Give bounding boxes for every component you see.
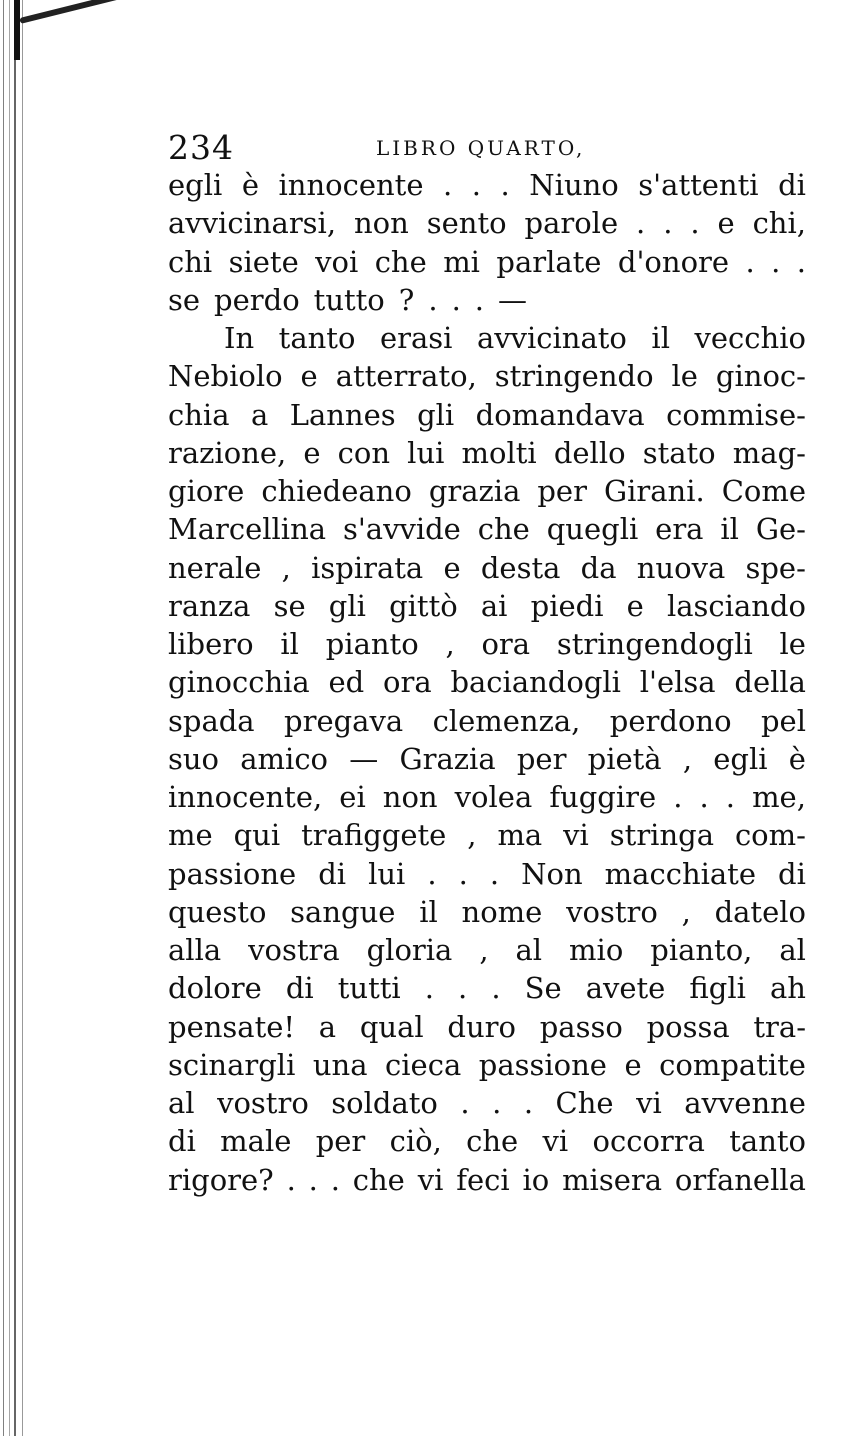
- word: .: [308, 1162, 318, 1197]
- word: Come: [721, 474, 806, 508]
- word: dolore: [168, 971, 262, 1006]
- word: cieca: [385, 1047, 462, 1082]
- word: pensate!: [168, 1009, 296, 1044]
- word: una: [312, 1047, 368, 1082]
- word: clemenza,: [432, 703, 581, 738]
- binding-gutter: [0, 0, 34, 1436]
- word: tanto: [729, 1124, 806, 1159]
- word: se: [273, 588, 306, 623]
- word: il: [720, 512, 739, 547]
- word: ora: [481, 627, 531, 661]
- word: .: [491, 971, 501, 1006]
- word: sangue: [290, 894, 396, 929]
- word: duro: [447, 1009, 516, 1044]
- text-line: [168, 281, 806, 319]
- word: le: [779, 627, 806, 661]
- word: .: [424, 971, 434, 1006]
- word: misera: [562, 1162, 663, 1197]
- word: male: [220, 1124, 292, 1159]
- word: che: [374, 244, 427, 279]
- word: e: [624, 1047, 642, 1082]
- word: scinargli: [168, 1047, 296, 1082]
- word: d'onore: [617, 244, 730, 279]
- word: che: [477, 512, 530, 547]
- word: non: [382, 780, 438, 814]
- word: —: [498, 282, 527, 317]
- word: era: [655, 512, 704, 547]
- word: .: [725, 780, 735, 814]
- word: avvicinarsi,: [168, 206, 337, 241]
- word: baciandogli: [450, 665, 621, 700]
- word: .: [699, 780, 709, 814]
- word: Niuno: [529, 168, 619, 202]
- word: passione: [478, 1047, 607, 1082]
- word: alla: [168, 933, 222, 967]
- word: fuggire: [549, 780, 657, 814]
- text-line: [168, 357, 806, 395]
- text-line: [168, 166, 806, 204]
- running-head: LIBRO QUARTO,: [376, 136, 586, 160]
- word: lui: [407, 435, 445, 470]
- word: tutto: [313, 282, 385, 317]
- word: di: [168, 1124, 196, 1159]
- word: nome: [461, 894, 543, 929]
- word: spada: [168, 703, 255, 738]
- word: tra-: [753, 1009, 806, 1044]
- text-line: [168, 587, 806, 625]
- word: gloria: [366, 933, 453, 967]
- word: chi,: [752, 206, 806, 241]
- word: volea: [454, 780, 533, 814]
- word: mi: [443, 244, 480, 279]
- word: il: [280, 627, 299, 661]
- word: ginoc-: [715, 359, 806, 394]
- word: lasciando: [666, 588, 806, 623]
- word: ,: [445, 627, 455, 661]
- word: vi: [417, 1162, 444, 1197]
- word: lui: [368, 856, 406, 891]
- word: .: [458, 856, 468, 891]
- word: desta: [480, 550, 561, 585]
- word: Marcellina: [168, 512, 327, 547]
- word: .: [474, 282, 484, 317]
- word: orfanella: [674, 1162, 806, 1197]
- word: qual: [359, 1009, 424, 1044]
- word: nerale: [168, 550, 262, 585]
- word: ispirata: [311, 550, 424, 585]
- word: gli: [328, 588, 366, 623]
- word: a: [318, 1009, 337, 1044]
- word: pianto: [325, 627, 419, 661]
- word: al: [168, 1086, 195, 1120]
- word: a: [250, 397, 269, 432]
- word: che: [352, 1162, 405, 1197]
- word: Ge-: [755, 512, 806, 547]
- word: .: [523, 1086, 534, 1120]
- binding-mark: [14, 0, 20, 60]
- word: dello: [553, 435, 626, 470]
- word: gli: [417, 397, 455, 432]
- word: voi: [315, 244, 359, 279]
- word: Lannes: [289, 397, 396, 432]
- text-line: [168, 396, 806, 434]
- word: di: [778, 168, 806, 202]
- word: ginocchia: [168, 665, 310, 700]
- page-number: 234: [168, 128, 234, 167]
- word: .: [443, 168, 453, 202]
- word: feci: [456, 1162, 510, 1197]
- word: di: [318, 856, 347, 891]
- word: ah: [769, 971, 806, 1006]
- word: Se: [524, 971, 562, 1006]
- word: ,: [281, 550, 291, 585]
- word: le: [671, 359, 698, 394]
- text-line: [168, 816, 806, 854]
- word: e: [626, 588, 644, 623]
- text-line: [168, 931, 806, 969]
- word: trafiggete: [301, 818, 447, 853]
- word: .: [745, 244, 755, 279]
- word: me,: [752, 780, 806, 814]
- word: questo: [168, 894, 267, 929]
- word: tanto: [278, 321, 356, 355]
- word: da: [580, 550, 617, 585]
- word: .: [451, 282, 461, 317]
- word: molti: [461, 435, 537, 470]
- word: perdono: [609, 703, 732, 738]
- word: vostro: [217, 1086, 309, 1120]
- word: .: [428, 282, 438, 317]
- word: per: [516, 741, 567, 776]
- word: per: [315, 1124, 366, 1159]
- text-line: [168, 1122, 806, 1160]
- word: è: [241, 168, 259, 202]
- word: Che: [555, 1086, 614, 1120]
- word: .: [330, 1162, 340, 1197]
- word: .: [489, 856, 500, 891]
- word: s'attenti: [638, 168, 759, 202]
- word: chia: [168, 397, 230, 432]
- word: mio: [569, 933, 624, 967]
- text-line: [168, 549, 806, 587]
- word: .: [427, 856, 437, 891]
- text-line: [168, 625, 806, 663]
- word: innocente: [278, 168, 424, 202]
- word: vecchio: [694, 321, 806, 355]
- word: nuova: [636, 550, 726, 585]
- word: .: [771, 244, 781, 279]
- word: giore: [168, 474, 245, 508]
- word: l'elsa: [639, 665, 716, 700]
- word: amico: [240, 741, 329, 776]
- word: chiedeano: [261, 474, 412, 508]
- word: razione,: [168, 435, 287, 470]
- word: domandava: [475, 397, 645, 432]
- word: Girani.: [603, 474, 705, 508]
- word: ai: [480, 588, 508, 623]
- word: al: [779, 933, 806, 967]
- text-line: [168, 1084, 806, 1122]
- word: chi: [168, 244, 213, 279]
- word: vostra: [248, 933, 340, 967]
- body-text: [168, 166, 806, 1199]
- text-line: [168, 434, 806, 472]
- word: avvenne: [684, 1086, 806, 1120]
- word: vi: [542, 1124, 569, 1159]
- word: piedi: [530, 588, 604, 623]
- word: .: [636, 206, 646, 241]
- word: al: [515, 933, 543, 967]
- text-line: [168, 663, 806, 701]
- text-line: [168, 204, 806, 242]
- page-header: [168, 126, 808, 170]
- word: non: [353, 206, 409, 241]
- word: .: [500, 168, 510, 202]
- word: macchiate: [604, 856, 757, 891]
- word: di: [778, 856, 806, 891]
- word: occorra: [592, 1124, 705, 1159]
- word: è: [788, 741, 806, 776]
- word: tutti: [337, 971, 401, 1006]
- word: mag-: [732, 435, 806, 470]
- word: ciò,: [389, 1124, 442, 1159]
- text-line: [168, 472, 806, 510]
- word: vi: [636, 1086, 662, 1120]
- word: innocente,: [168, 780, 323, 814]
- word: avete: [585, 971, 666, 1006]
- word: rigore?: [168, 1162, 274, 1197]
- word: il: [419, 894, 438, 929]
- word: io: [522, 1162, 550, 1197]
- word: ora: [383, 665, 432, 700]
- word: suo: [168, 741, 220, 776]
- text-line: [168, 893, 806, 931]
- word: egli: [713, 741, 768, 776]
- word: e: [300, 359, 318, 394]
- word: In: [224, 321, 255, 355]
- word: Nebiolo: [168, 359, 283, 394]
- word: ,: [479, 933, 489, 967]
- word: avvicinato: [476, 321, 627, 355]
- word: passo: [539, 1009, 623, 1044]
- word: .: [690, 206, 700, 241]
- word: com-: [734, 818, 806, 853]
- word: libero: [168, 627, 254, 661]
- word: atterrato,: [335, 359, 477, 394]
- word: datelo: [714, 894, 806, 929]
- word: ,: [681, 894, 691, 929]
- word: .: [796, 244, 806, 279]
- word: stato: [642, 435, 716, 470]
- word: e: [717, 206, 735, 241]
- word: perdo: [214, 282, 300, 317]
- word: vostro: [566, 894, 658, 929]
- word: .: [471, 168, 482, 202]
- text-line: [168, 243, 806, 281]
- word: pregava: [284, 703, 404, 738]
- word: Non: [521, 856, 583, 891]
- text-line: [168, 702, 806, 740]
- text-line: [168, 969, 806, 1007]
- word: se: [168, 282, 201, 317]
- word: con: [337, 435, 391, 470]
- word: quegli: [546, 512, 639, 547]
- text-line: [168, 740, 806, 778]
- word: spe-: [745, 550, 806, 585]
- word: ei: [339, 780, 366, 814]
- word: ma: [497, 818, 543, 853]
- text-line: [168, 1046, 806, 1084]
- word: stringendogli: [556, 627, 753, 661]
- word: .: [663, 206, 673, 241]
- word: —: [349, 741, 379, 776]
- word: ?: [398, 282, 415, 317]
- word: .: [460, 1086, 470, 1120]
- word: vi: [563, 818, 589, 853]
- word: che: [466, 1124, 519, 1159]
- word: commise-: [666, 397, 806, 432]
- word: e: [303, 435, 321, 470]
- text-line: [168, 510, 806, 548]
- word: pianto,: [650, 933, 753, 967]
- ink-stroke: [19, 0, 127, 24]
- word: di: [285, 971, 314, 1006]
- word: grazia: [428, 474, 521, 508]
- word: Grazia: [399, 741, 496, 776]
- text-line: [168, 319, 806, 357]
- word: compatite: [659, 1047, 806, 1082]
- word: pietà: [587, 741, 662, 776]
- word: .: [458, 971, 468, 1006]
- text-line: [168, 1008, 806, 1046]
- word: ,: [682, 741, 693, 776]
- word: parole: [524, 206, 619, 241]
- word: il: [651, 321, 670, 355]
- word: .: [286, 1162, 296, 1197]
- word: erasi: [379, 321, 453, 355]
- word: egli: [168, 168, 223, 202]
- word: ed: [328, 665, 365, 700]
- text-line: [168, 855, 806, 893]
- text-line: [168, 778, 806, 816]
- word: siete: [228, 244, 299, 279]
- word: me: [168, 818, 213, 853]
- word: gittò: [389, 588, 458, 623]
- text-line: [168, 1161, 806, 1199]
- word: e: [443, 550, 461, 585]
- word: parlate: [496, 244, 602, 279]
- word: pel: [760, 703, 806, 738]
- word: qui: [233, 818, 281, 853]
- word: figli: [689, 971, 746, 1006]
- word: sento: [426, 206, 507, 241]
- word: ranza: [168, 588, 251, 623]
- word: della: [734, 665, 806, 700]
- word: possa: [646, 1009, 730, 1044]
- word: passione: [168, 856, 297, 891]
- word: .: [673, 780, 683, 814]
- word: stringendo: [494, 359, 654, 394]
- word: stringa: [609, 818, 714, 853]
- word: soldato: [331, 1086, 438, 1120]
- word: ,: [467, 818, 477, 853]
- word: s'avvide: [342, 512, 461, 547]
- word: per: [537, 474, 587, 508]
- word: .: [492, 1086, 502, 1120]
